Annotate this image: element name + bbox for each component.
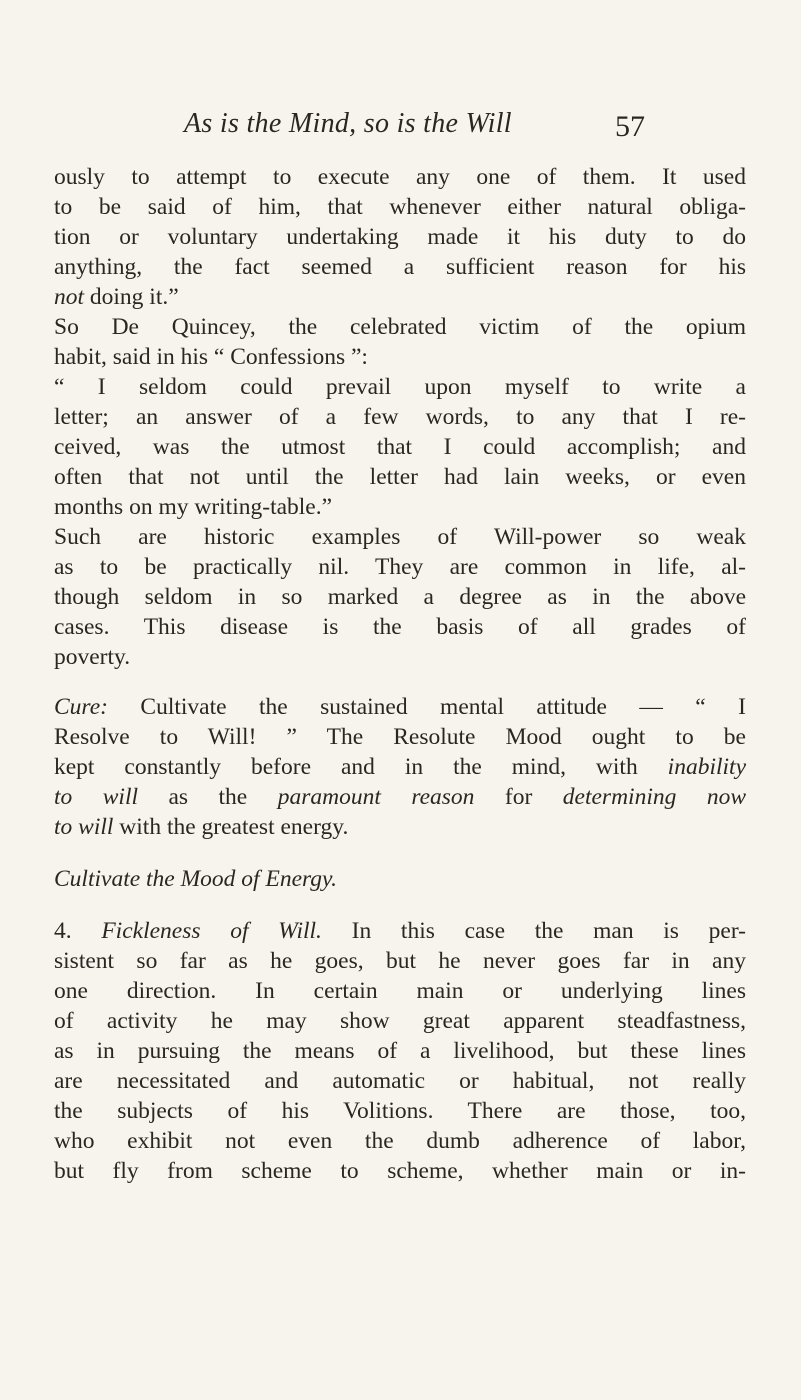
section-number: 4. bbox=[54, 918, 102, 944]
text-line: So De Quincey, the celebrated victim of the opium bbox=[54, 314, 746, 340]
text-line: the subjects of his Volitions. There are those, too, bbox=[54, 1098, 746, 1124]
text-line: sistent so far as he goes, but he never goes far in any bbox=[54, 948, 746, 974]
text-line: cases. This disease is the basis of all grades of bbox=[54, 614, 746, 640]
text-line: are necessitated and automatic or habitual, not really bbox=[54, 1068, 746, 1094]
text-line: anything, the fact seemed a sufficient reason for his bbox=[54, 254, 746, 280]
mood-heading: Cultivate the Mood of Energy. bbox=[54, 866, 338, 892]
text-fragment: for bbox=[474, 784, 563, 810]
text-line: as to be practically nil. They are common in life, al- bbox=[54, 554, 746, 580]
text-line: to be said of him, that whenever either natural obliga- bbox=[54, 194, 746, 220]
page-number: 57 bbox=[615, 110, 645, 143]
text-line bbox=[54, 782, 746, 812]
text-line: Such are historic examples of Will-power so weak bbox=[54, 524, 746, 550]
text-line: of activity he may show great apparent steadfastness, bbox=[54, 1008, 746, 1034]
running-head bbox=[0, 108, 801, 148]
text-line: “ I seldom could prevail upon myself to write a bbox=[54, 374, 746, 400]
section-title: Fickleness of Will. bbox=[101, 918, 322, 944]
text-fragment: as the bbox=[138, 784, 278, 810]
text-fragment: kept constantly before and in the mind, with bbox=[54, 754, 668, 780]
text-line bbox=[54, 812, 746, 842]
cure-label: Cure: bbox=[54, 694, 108, 720]
text-line bbox=[54, 916, 746, 946]
text-fragment: with the greatest energy. bbox=[113, 814, 349, 840]
text-line: Resolve to Will! ” The Resolute Mood ought to be bbox=[54, 724, 746, 750]
text-line bbox=[54, 282, 746, 312]
text-fragment: In this case the man is per- bbox=[321, 918, 747, 944]
text-line: ceived, was the utmost that I could accomplish; and bbox=[54, 434, 746, 460]
page-text bbox=[54, 162, 746, 1186]
text-line: often that not until the letter had lain weeks, or even bbox=[54, 464, 746, 490]
text-line: ously to attempt to execute any one of them. It used bbox=[54, 164, 746, 190]
emphasis: inability bbox=[667, 754, 746, 780]
text-line: but fly from scheme to scheme, whether main or in- bbox=[54, 1158, 746, 1184]
text-line: as in pursuing the means of a livelihood, but these lines bbox=[54, 1038, 746, 1064]
emphasis: to will bbox=[54, 814, 114, 840]
paragraph-gap bbox=[54, 672, 746, 692]
text-line bbox=[54, 692, 746, 722]
emphasis: paramount reason bbox=[277, 784, 475, 810]
text-line bbox=[54, 752, 746, 782]
paragraph-gap bbox=[54, 894, 746, 916]
text-line: one direction. In certain main or underlying lines bbox=[54, 978, 746, 1004]
text-line: tion or voluntary undertaking made it his duty to do bbox=[54, 224, 746, 250]
text-line: who exhibit not even the dumb adherence of labor, bbox=[54, 1128, 746, 1154]
emphasis: not bbox=[54, 284, 85, 310]
emphasis: to will bbox=[54, 784, 139, 810]
emphasis: determining now bbox=[562, 784, 746, 810]
paragraph-gap bbox=[54, 842, 746, 864]
text-line: months on my writing-table.” bbox=[54, 494, 333, 520]
text-fragment: Cultivate the sustained mental attitude — “ I bbox=[107, 694, 746, 720]
running-title: As is the Mind, so is the Will bbox=[184, 108, 512, 139]
text-line: letter; an answer of a few words, to any that I re- bbox=[54, 404, 746, 430]
text-line: though seldom in so marked a degree as in the above bbox=[54, 584, 746, 610]
text-line: habit, said in his “ Confessions ”: bbox=[54, 344, 368, 370]
text-fragment: doing it.” bbox=[84, 284, 179, 310]
text-line: poverty. bbox=[54, 644, 131, 670]
